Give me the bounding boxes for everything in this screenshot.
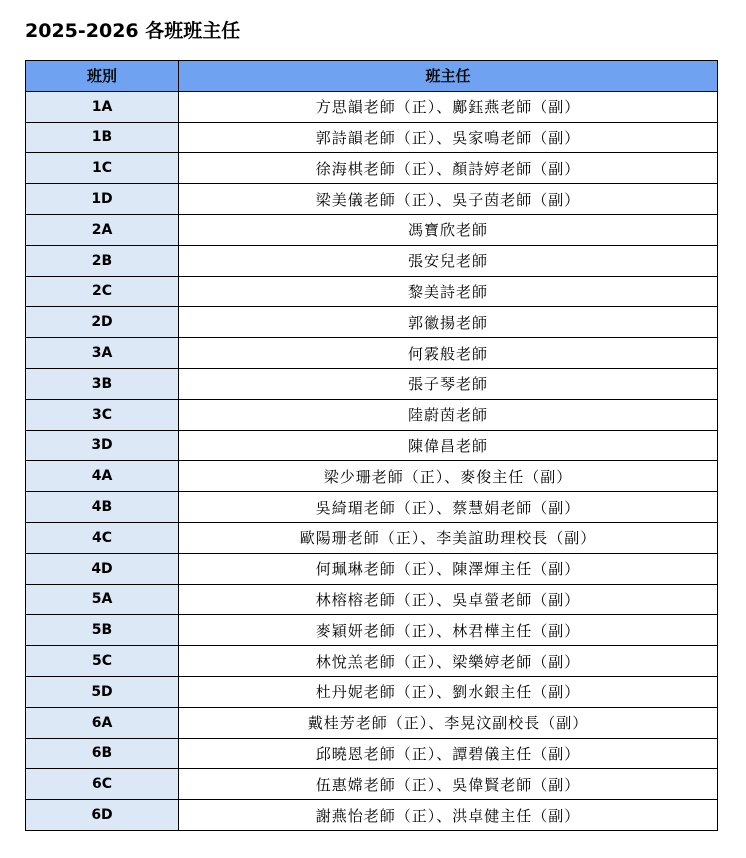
header-class: 班別 <box>26 61 179 92</box>
class-cell: 4B <box>26 492 179 523</box>
class-cell: 3D <box>26 430 179 461</box>
table-row <box>26 153 718 184</box>
class-cell: 6D <box>26 800 179 831</box>
class-cell: 2B <box>26 245 179 276</box>
class-teacher-cell: 歐陽珊老師（正）、李美誼助理校長（副） <box>179 522 718 553</box>
table-row <box>26 738 718 769</box>
class-teacher-cell: 伍惠嫦老師（正）、吳偉賢老師（副） <box>179 769 718 800</box>
class-teacher-cell: 梁少珊老師（正）、麥俊主任（副） <box>179 461 718 492</box>
table-header-row <box>26 61 718 92</box>
page-title: 2025-2026 各班班主任 <box>25 20 241 42</box>
table-row <box>26 769 718 800</box>
class-teacher-cell: 徐海棋老師（正）、顏詩婷老師（副） <box>179 153 718 184</box>
class-cell: 2D <box>26 307 179 338</box>
table-body <box>26 91 718 830</box>
class-teacher-cell: 馮寶欣老師 <box>179 214 718 245</box>
class-teacher-table <box>25 60 718 831</box>
class-teacher-cell: 吳綺瑂老師（正）、蔡慧娟老師（副） <box>179 492 718 523</box>
class-cell: 6B <box>26 738 179 769</box>
class-teacher-cell: 陸蔚茵老師 <box>179 399 718 430</box>
class-cell: 1B <box>26 122 179 153</box>
class-teacher-cell: 梁美儀老師（正）、吳子茵老師（副） <box>179 184 718 215</box>
class-teacher-cell: 戴桂芳老師（正）、李晃汶副校長（副） <box>179 707 718 738</box>
class-teacher-cell: 何霚般老師 <box>179 338 718 369</box>
table-row <box>26 492 718 523</box>
class-cell: 4C <box>26 522 179 553</box>
class-teacher-cell: 方思韻老師（正）、鄺鈺燕老師（副） <box>179 91 718 122</box>
class-teacher-cell: 何珮琳老師（正）、陳澤煇主任（副） <box>179 553 718 584</box>
table-row <box>26 461 718 492</box>
class-teacher-cell: 林悅羔老師（正）、梁樂婷老師（副） <box>179 646 718 677</box>
table-row <box>26 615 718 646</box>
table-row <box>26 800 718 831</box>
table-row <box>26 338 718 369</box>
table-row <box>26 122 718 153</box>
table-row <box>26 553 718 584</box>
table-row <box>26 522 718 553</box>
class-cell: 5A <box>26 584 179 615</box>
class-teacher-cell: 郭詩韻老師（正）、吳家鳴老師（副） <box>179 122 718 153</box>
class-teacher-cell: 林榕榕老師（正）、吳卓螢老師（副） <box>179 584 718 615</box>
class-cell: 3A <box>26 338 179 369</box>
class-teacher-cell: 張子琴老師 <box>179 368 718 399</box>
class-cell: 6C <box>26 769 179 800</box>
table-row <box>26 646 718 677</box>
table-row <box>26 245 718 276</box>
class-cell: 4D <box>26 553 179 584</box>
table-row <box>26 307 718 338</box>
class-cell: 6A <box>26 707 179 738</box>
class-cell: 5C <box>26 646 179 677</box>
class-teacher-cell: 杜丹妮老師（正）、劉水銀主任（副） <box>179 676 718 707</box>
table-row <box>26 184 718 215</box>
class-teacher-cell: 黎美詩老師 <box>179 276 718 307</box>
table-row <box>26 368 718 399</box>
table-row <box>26 584 718 615</box>
table-row <box>26 276 718 307</box>
class-cell: 4A <box>26 461 179 492</box>
class-cell: 1C <box>26 153 179 184</box>
class-cell: 1D <box>26 184 179 215</box>
class-cell: 5D <box>26 676 179 707</box>
class-cell: 3C <box>26 399 179 430</box>
table-row <box>26 214 718 245</box>
table-row <box>26 430 718 461</box>
class-cell: 2A <box>26 214 179 245</box>
class-teacher-cell: 麥穎妍老師（正）、林君樺主任（副） <box>179 615 718 646</box>
class-cell: 1A <box>26 91 179 122</box>
table-row <box>26 707 718 738</box>
class-teacher-cell: 陳偉昌老師 <box>179 430 718 461</box>
class-cell: 5B <box>26 615 179 646</box>
class-teacher-cell: 郭徽揚老師 <box>179 307 718 338</box>
class-teacher-cell: 張安兒老師 <box>179 245 718 276</box>
header-class-teacher: 班主任 <box>179 61 718 92</box>
table-row <box>26 91 718 122</box>
class-teacher-cell: 謝燕怡老師（正）、洪卓健主任（副） <box>179 800 718 831</box>
class-cell: 2C <box>26 276 179 307</box>
table-row <box>26 676 718 707</box>
class-cell: 3B <box>26 368 179 399</box>
table-row <box>26 399 718 430</box>
class-teacher-cell: 邱曉恩老師（正）、譚碧儀主任（副） <box>179 738 718 769</box>
